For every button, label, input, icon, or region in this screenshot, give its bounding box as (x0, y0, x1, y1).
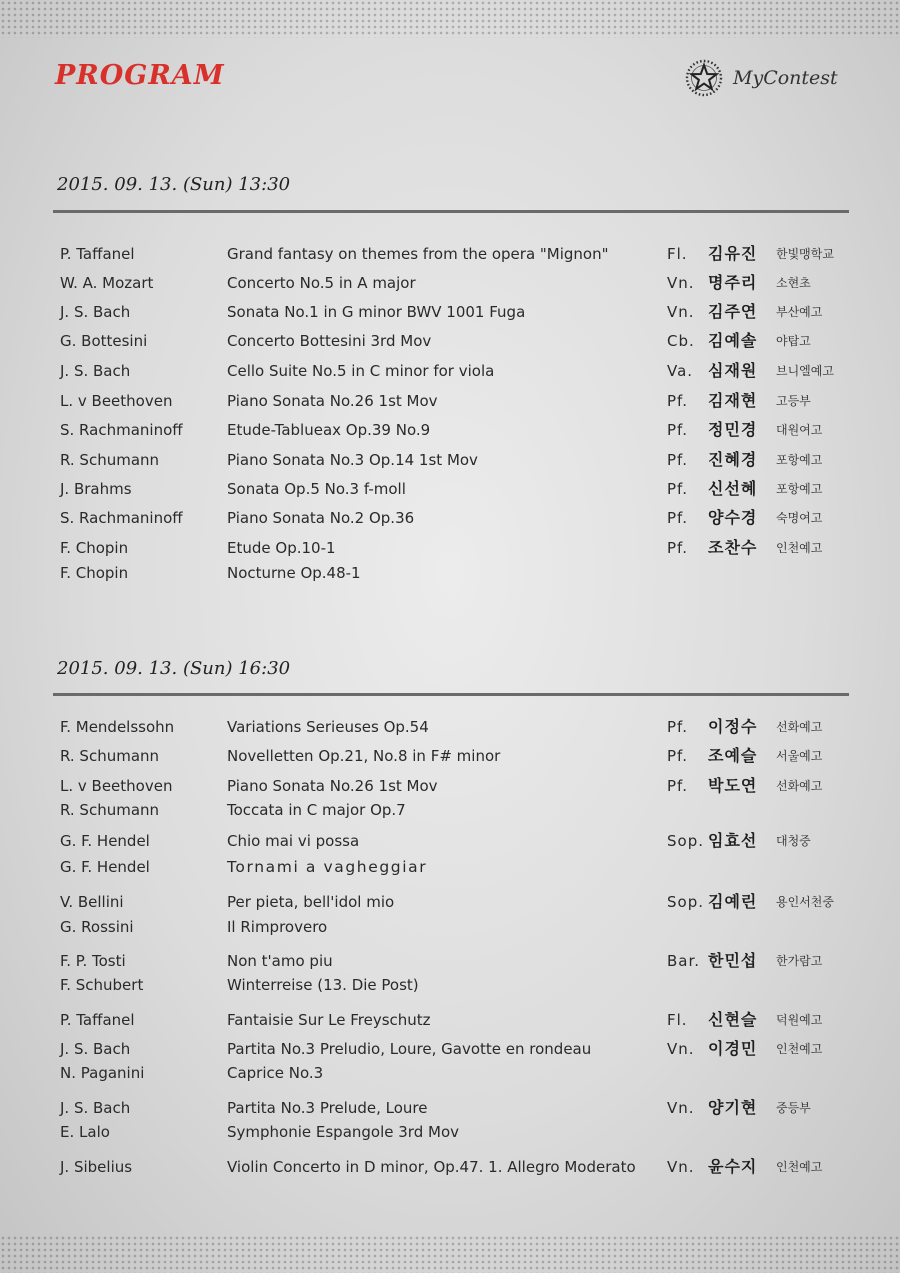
performer-name: 정민경 (708, 420, 758, 439)
program-row (0, 890, 900, 914)
composer-name: F. P. Tosti (60, 952, 126, 970)
piece-title: Non t'amo piu (227, 952, 333, 970)
program-row (0, 1061, 900, 1085)
school-name: 포항예고 (776, 482, 823, 496)
performer-name: 김예린 (708, 892, 758, 911)
school-name: 인천예고 (776, 1042, 823, 1056)
school-name: 선화예고 (776, 779, 823, 793)
instrument-label: Fl. (667, 245, 688, 263)
instrument-label: Va. (667, 362, 694, 380)
star-emblem-icon (684, 58, 724, 98)
program-row (0, 855, 900, 879)
composer-name: J. Sibelius (60, 1158, 133, 1176)
program-row (0, 389, 900, 413)
composer-name: P. Taffanel (60, 245, 135, 263)
school-name: 용인서천중 (776, 895, 834, 909)
program-row (0, 448, 900, 472)
program-row (0, 359, 900, 383)
composer-name: J. S. Bach (60, 1040, 131, 1058)
program-row (0, 477, 900, 501)
instrument-label: Pf. (667, 451, 689, 469)
piece-title: Cello Suite No.5 in C minor for viola (227, 362, 495, 380)
program-row (0, 242, 900, 266)
session-2-divider (53, 693, 849, 696)
program-row (0, 744, 900, 768)
composer-name: G. F. Hendel (60, 832, 150, 850)
logo (684, 58, 838, 98)
performer-name: 조찬수 (708, 538, 758, 557)
performer-name: 신현슬 (708, 1010, 758, 1029)
piece-title: Nocturne Op.48-1 (227, 564, 361, 582)
instrument-label: Pf. (667, 718, 689, 736)
performer-name: 신선혜 (708, 479, 758, 498)
instrument-label: Pf. (667, 747, 689, 765)
piece-title: Sonata Op.5 No.3 f-moll (227, 480, 406, 498)
composer-name: F. Schubert (60, 976, 144, 994)
program-row (0, 1120, 900, 1144)
composer-name: R. Schumann (60, 451, 160, 469)
piece-title: Il Rimprovero (227, 918, 328, 936)
program-row (0, 949, 900, 973)
performer-name: 심재원 (708, 361, 758, 380)
instrument-label: Pf. (667, 539, 689, 557)
instrument-label: Vn. (667, 1099, 695, 1117)
composer-name: L. v Beethoven (60, 777, 173, 795)
instrument-label: Fl. (667, 1011, 688, 1029)
piece-title: Piano Sonata No.26 1st Mov (227, 392, 438, 410)
composer-name: E. Lalo (60, 1123, 110, 1141)
piece-title: Violin Concerto in D minor, Op.47. 1. Allegro Moderato (227, 1158, 636, 1176)
school-name: 선화예고 (776, 720, 823, 734)
instrument-label: Pf. (667, 777, 689, 795)
performer-name: 이경민 (708, 1039, 758, 1058)
school-name: 한빛맹학교 (776, 247, 834, 261)
composer-name: S. Rachmaninoff (60, 509, 183, 527)
school-name: 한가람고 (776, 954, 823, 968)
instrument-label: Pf. (667, 480, 689, 498)
composer-name: N. Paganini (60, 1064, 145, 1082)
composer-name: P. Taffanel (60, 1011, 135, 1029)
piece-title: Partita No.3 Prelude, Loure (227, 1099, 428, 1117)
piece-title: Concerto No.5 in A major (227, 274, 416, 292)
performer-name: 양기현 (708, 1098, 758, 1117)
school-name: 대청중 (776, 834, 811, 848)
instrument-label: Sop. (667, 832, 704, 850)
instrument-label: Pf. (667, 421, 689, 439)
piece-title: Caprice No.3 (227, 1064, 324, 1082)
piece-title: Piano Sonata No.2 Op.36 (227, 509, 415, 527)
performer-name: 김주연 (708, 302, 758, 321)
school-name: 소현초 (776, 276, 811, 290)
school-name: 고등부 (776, 394, 811, 408)
program-row (0, 829, 900, 853)
composer-name: F. Chopin (60, 564, 129, 582)
piece-title: Piano Sonata No.26 1st Mov (227, 777, 438, 795)
program-row (0, 536, 900, 560)
piece-title: Per pieta, bell'idol mio (227, 893, 395, 911)
performer-name: 명주리 (708, 273, 758, 292)
performer-name: 임효선 (708, 831, 758, 850)
school-name: 야탑고 (776, 334, 811, 348)
composer-name: J. S. Bach (60, 362, 131, 380)
session-1-date: 2015. 09. 13. (Sun) 13:30 (57, 174, 291, 195)
piece-title: Toccata in C major Op.7 (227, 801, 406, 819)
program-row (0, 915, 900, 939)
composer-name: J. S. Bach (60, 1099, 131, 1117)
composer-name: J. S. Bach (60, 303, 131, 321)
instrument-label: Vn. (667, 274, 695, 292)
program-row (0, 973, 900, 997)
instrument-label: Vn. (667, 1040, 695, 1058)
piece-title: Concerto Bottesini 3rd Mov (227, 332, 432, 350)
page-title: PROGRAM (55, 60, 225, 91)
program-row (0, 798, 900, 822)
composer-name: G. F. Hendel (60, 858, 150, 876)
instrument-label: Cb. (667, 332, 695, 350)
performer-name: 진혜경 (708, 450, 758, 469)
school-name: 인천예고 (776, 1160, 823, 1174)
program-row (0, 1155, 900, 1179)
program-row (0, 715, 900, 739)
school-name: 인천예고 (776, 541, 823, 555)
piece-title: Chio mai vi possa (227, 832, 360, 850)
program-row (0, 506, 900, 530)
composer-name: G. Rossini (60, 918, 134, 936)
program-row (0, 561, 900, 585)
performer-name: 양수경 (708, 508, 758, 527)
piece-title: Winterreise (13. Die Post) (227, 976, 419, 994)
performer-name: 박도연 (708, 776, 758, 795)
composer-name: R. Schumann (60, 801, 160, 819)
performer-name: 김예솔 (708, 331, 758, 350)
logo-text: MyContest (733, 67, 838, 89)
performer-name: 조예슬 (708, 746, 758, 765)
piece-title: Etude-Tablueax Op.39 No.9 (227, 421, 431, 439)
piece-title: Tornami a vagheggiar (227, 858, 428, 876)
program-row (0, 300, 900, 324)
school-name: 브니엘예고 (776, 364, 834, 378)
composer-name: J. Brahms (60, 480, 132, 498)
instrument-label: Bar. (667, 952, 701, 970)
composer-name: S. Rachmaninoff (60, 421, 183, 439)
instrument-label: Pf. (667, 392, 689, 410)
composer-name: G. Bottesini (60, 332, 148, 350)
piece-title: Sonata No.1 in G minor BWV 1001 Fuga (227, 303, 526, 321)
program-row (0, 271, 900, 295)
school-name: 서울예고 (776, 749, 823, 763)
school-name: 덕원예고 (776, 1013, 823, 1027)
program-row (0, 1008, 900, 1032)
dotted-border-top (0, 0, 900, 38)
school-name: 부산예고 (776, 305, 823, 319)
piece-title: Fantaisie Sur Le Freyschutz (227, 1011, 431, 1029)
piece-title: Etude Op.10-1 (227, 539, 336, 557)
program-row (0, 1096, 900, 1120)
composer-name: F. Chopin (60, 539, 129, 557)
school-name: 포항예고 (776, 453, 823, 467)
dotted-border-bottom (0, 1235, 900, 1273)
instrument-label: Pf. (667, 509, 689, 527)
piece-title: Variations Serieuses Op.54 (227, 718, 429, 736)
piece-title: Grand fantasy on themes from the opera "Mignon" (227, 245, 609, 263)
instrument-label: Sop. (667, 893, 704, 911)
performer-name: 윤수지 (708, 1157, 758, 1176)
session-1-divider (53, 210, 849, 213)
program-row (0, 329, 900, 353)
program-row (0, 1037, 900, 1061)
school-name: 숙명여고 (776, 511, 823, 525)
composer-name: V. Bellini (60, 893, 124, 911)
piece-title: Symphonie Espangole 3rd Mov (227, 1123, 459, 1141)
program-row (0, 418, 900, 442)
composer-name: R. Schumann (60, 747, 160, 765)
performer-name: 이정수 (708, 717, 758, 736)
performer-name: 한민섭 (708, 951, 758, 970)
session-2-date: 2015. 09. 13. (Sun) 16:30 (57, 658, 291, 679)
program-row (0, 774, 900, 798)
performer-name: 김유진 (708, 244, 758, 263)
school-name: 대원여고 (776, 423, 823, 437)
composer-name: F. Mendelssohn (60, 718, 175, 736)
composer-name: W. A. Mozart (60, 274, 154, 292)
performer-name: 김재현 (708, 391, 758, 410)
piece-title: Piano Sonata No.3 Op.14 1st Mov (227, 451, 478, 469)
piece-title: Novelletten Op.21, No.8 in F# minor (227, 747, 501, 765)
piece-title: Partita No.3 Preludio, Loure, Gavotte en rondeau (227, 1040, 592, 1058)
instrument-label: Vn. (667, 1158, 695, 1176)
composer-name: L. v Beethoven (60, 392, 173, 410)
instrument-label: Vn. (667, 303, 695, 321)
school-name: 중등부 (776, 1101, 811, 1115)
